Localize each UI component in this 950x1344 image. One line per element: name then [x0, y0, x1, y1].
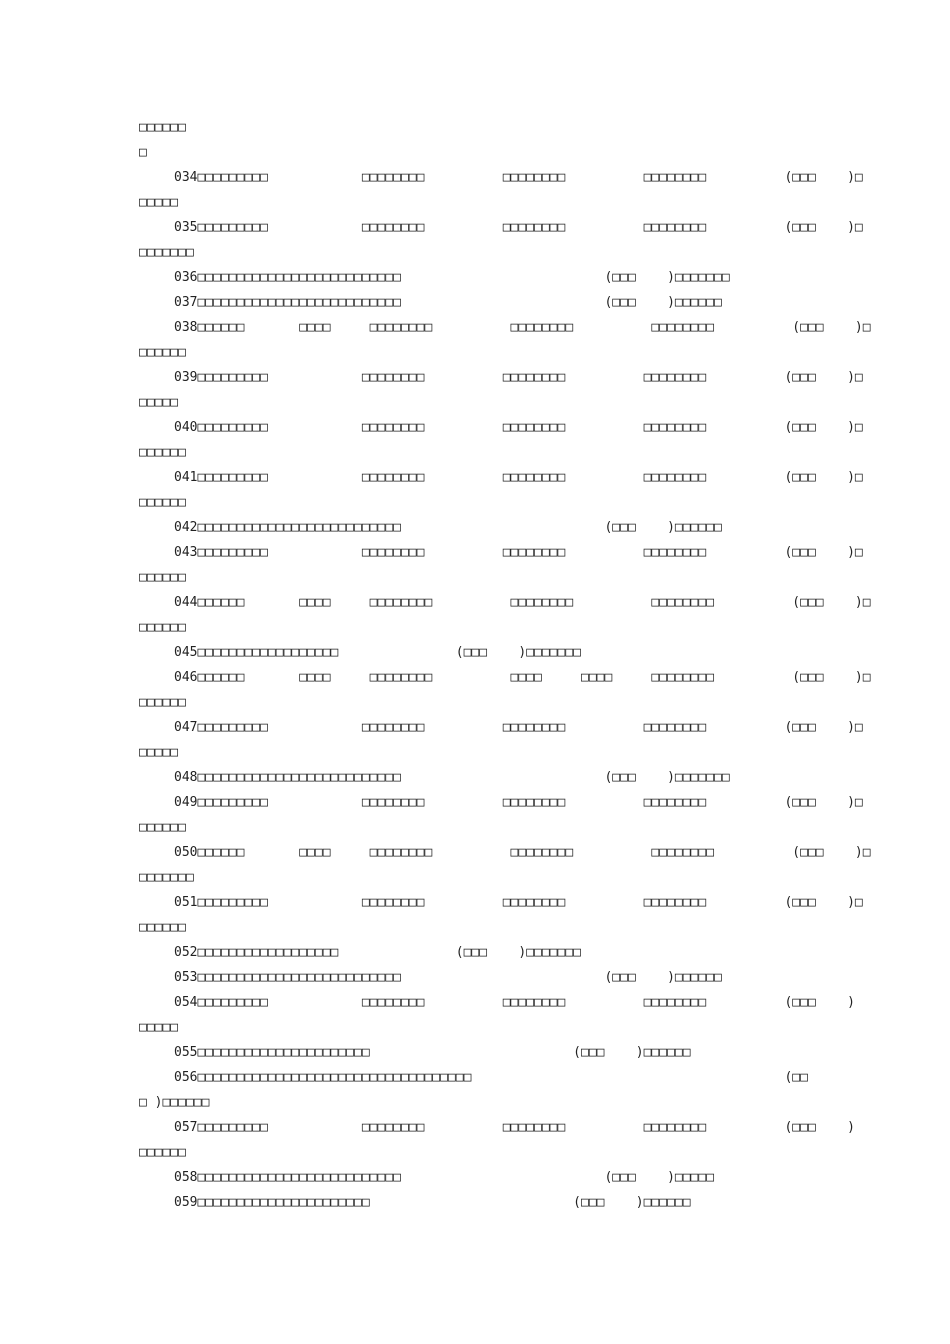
text-line: 053□□□□□□□□□□□□□□□□□□□□□□□□□□ (□□□ )□□□□□□: [174, 970, 722, 985]
text-line: 057□□□□□□□□□ □□□□□□□□ □□□□□□□□ □□□□□□□□ (□□□ ): [174, 1120, 855, 1135]
text-line: 048□□□□□□□□□□□□□□□□□□□□□□□□□□ (□□□ )□□□□□□□: [174, 770, 730, 785]
text-line: □□□□□□: [139, 495, 186, 510]
text-line: 043□□□□□□□□□ □□□□□□□□ □□□□□□□□ □□□□□□□□ (□□□ )□: [174, 545, 863, 560]
text-line: 036□□□□□□□□□□□□□□□□□□□□□□□□□□ (□□□ )□□□□□□□: [174, 270, 730, 285]
text-line: 034□□□□□□□□□ □□□□□□□□ □□□□□□□□ □□□□□□□□ (□□□ )□: [174, 170, 863, 185]
text-line: □□□□□□: [139, 570, 186, 585]
text-line: □□□□□□□: [139, 870, 194, 885]
text-line: □□□□□□: [139, 920, 186, 935]
text-line: 039□□□□□□□□□ □□□□□□□□ □□□□□□□□ □□□□□□□□ (□□□ )□: [174, 370, 863, 385]
text-line: □□□□□□□: [139, 245, 194, 260]
text-line: □□□□□: [139, 1020, 179, 1035]
text-line: 059□□□□□□□□□□□□□□□□□□□□□□ (□□□ )□□□□□□: [174, 1195, 691, 1210]
text-line: □: [139, 145, 147, 160]
text-line: □ )□□□□□□: [139, 1095, 210, 1110]
text-line: 055□□□□□□□□□□□□□□□□□□□□□□ (□□□ )□□□□□□: [174, 1045, 691, 1060]
text-line: 045□□□□□□□□□□□□□□□□□□ (□□□ )□□□□□□□: [174, 645, 581, 660]
text-line: 044□□□□□□ □□□□ □□□□□□□□ □□□□□□□□ □□□□□□□□ (□□□ )□: [174, 595, 871, 610]
text-line: 038□□□□□□ □□□□ □□□□□□□□ □□□□□□□□ □□□□□□□□ (□□□ )□: [174, 320, 871, 335]
text-line: □□□□□□: [139, 445, 186, 460]
text-line: 058□□□□□□□□□□□□□□□□□□□□□□□□□□ (□□□ )□□□□□: [174, 1170, 715, 1185]
text-line: □□□□□: [139, 195, 179, 210]
text-line: 052□□□□□□□□□□□□□□□□□□ (□□□ )□□□□□□□: [174, 945, 581, 960]
text-line: 054□□□□□□□□□ □□□□□□□□ □□□□□□□□ □□□□□□□□ (□□□ ): [174, 995, 855, 1010]
text-line: 041□□□□□□□□□ □□□□□□□□ □□□□□□□□ □□□□□□□□ (□□□ )□: [174, 470, 863, 485]
text-line: 040□□□□□□□□□ □□□□□□□□ □□□□□□□□ □□□□□□□□ (□□□ )□: [174, 420, 863, 435]
text-line: 035□□□□□□□□□ □□□□□□□□ □□□□□□□□ □□□□□□□□ (□□□ )□: [174, 220, 863, 235]
text-line: □□□□□□: [139, 120, 186, 135]
text-line: □□□□□□: [139, 620, 186, 635]
text-line: □□□□□: [139, 395, 179, 410]
text-line: 047□□□□□□□□□ □□□□□□□□ □□□□□□□□ □□□□□□□□ (□□□ )□: [174, 720, 863, 735]
text-line: □□□□□□: [139, 695, 186, 710]
text-line: 051□□□□□□□□□ □□□□□□□□ □□□□□□□□ □□□□□□□□ (□□□ )□: [174, 895, 863, 910]
text-line: 037□□□□□□□□□□□□□□□□□□□□□□□□□□ (□□□ )□□□□□□: [174, 295, 722, 310]
text-line: 042□□□□□□□□□□□□□□□□□□□□□□□□□□ (□□□ )□□□□□□: [174, 520, 722, 535]
text-line: □□□□□: [139, 745, 179, 760]
text-line: □□□□□□: [139, 820, 186, 835]
text-line: 056□□□□□□□□□□□□□□□□□□□□□□□□□□□□□□□□□□□ (□□: [174, 1070, 808, 1085]
text-line: 046□□□□□□ □□□□ □□□□□□□□ □□□□ □□□□ □□□□□□□□ (□□□ )□: [174, 670, 871, 685]
text-line: 050□□□□□□ □□□□ □□□□□□□□ □□□□□□□□ □□□□□□□□ (□□□ )□: [174, 845, 871, 860]
text-line: □□□□□□: [139, 1145, 186, 1160]
text-line: □□□□□□: [139, 345, 186, 360]
text-line: 049□□□□□□□□□ □□□□□□□□ □□□□□□□□ □□□□□□□□ (□□□ )□: [174, 795, 863, 810]
